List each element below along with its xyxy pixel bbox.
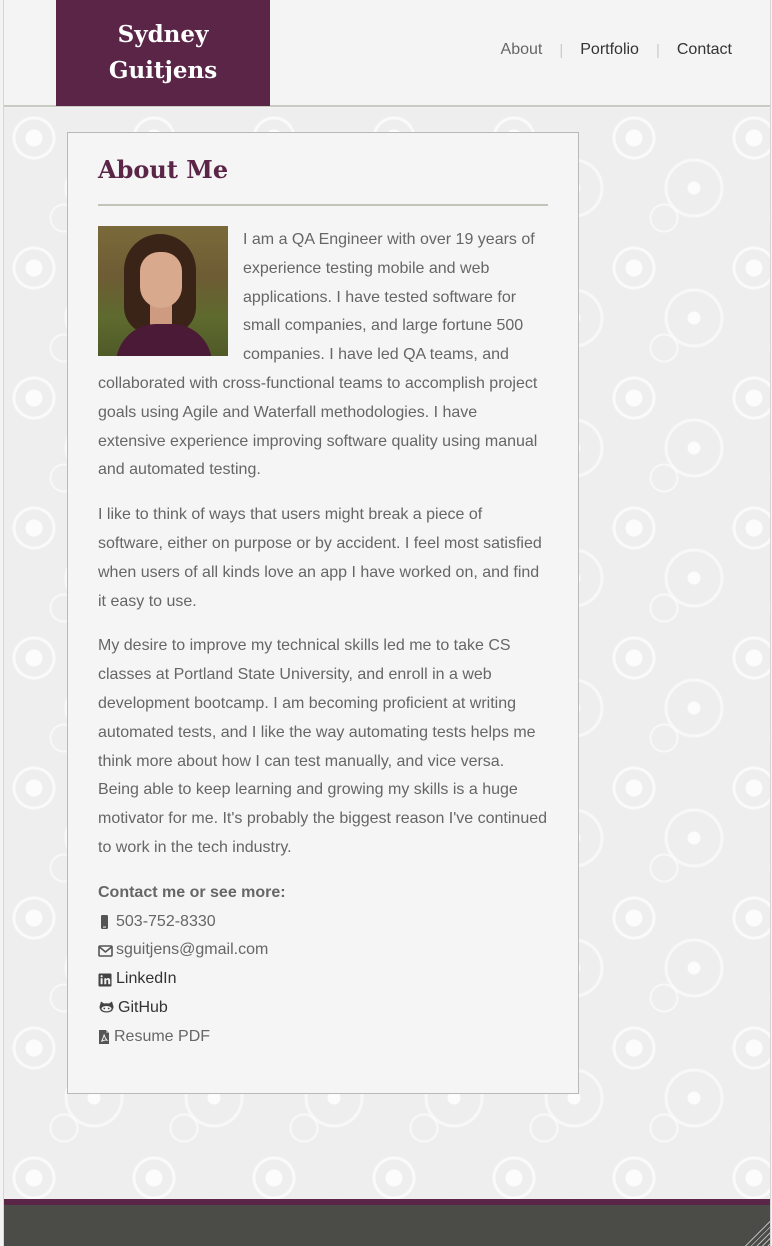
contact-github[interactable] [98, 994, 548, 1023]
site-footer [4, 1199, 770, 1246]
contact-linkedin-text: LinkedIn [116, 970, 177, 988]
mobile-phone-icon [98, 914, 113, 930]
github-icon [98, 1000, 115, 1016]
contact-linkedin[interactable] [98, 965, 548, 994]
contact-list [98, 908, 548, 1052]
nav-separator: | [559, 41, 564, 59]
profile-photo [98, 226, 228, 356]
about-paragraph-1 [98, 226, 548, 485]
site-logo[interactable] [56, 0, 270, 106]
contact-resume[interactable] [98, 1023, 548, 1052]
contact-email[interactable] [98, 936, 548, 965]
main-nav [501, 41, 732, 59]
nav-portfolio-link[interactable]: Portfolio [580, 41, 639, 58]
contact-phone[interactable] [98, 908, 548, 937]
envelope-icon [98, 943, 113, 959]
nav-about-link[interactable]: About [500, 41, 543, 58]
nav-separator: | [655, 41, 660, 59]
about-paragraph-2: I like to think of ways that users might break a piece of software, either on purpose or by accident. I feel most satisfied when users of all kinds love an app I have worked on, and find it easy to use. [98, 506, 542, 610]
contact-phone-text: 503-752-8330 [116, 912, 216, 930]
logo-first-name: Sydney [117, 21, 209, 48]
contact-resume-text: Resume PDF [114, 1027, 211, 1045]
pdf-file-icon [98, 1029, 111, 1045]
contact-github-text: GitHub [118, 998, 168, 1016]
contact-email-text: sguitjens@gmail.com [116, 941, 269, 959]
linkedin-icon [98, 972, 113, 988]
about-card [67, 132, 579, 1094]
resize-grip-icon [744, 1220, 770, 1246]
about-paragraph-3: My desire to improve my technical skills led me to take CS classes at Portland State University, and enroll in a web development bootcamp. I am becoming proficient at writing automated tests, and I like the way automating tests helps me think more about how I can test manually, and vice versa. Being able to keep learning and growing my skills is a huge motivator for me. It's probably the biggest reason I've continued to work in the tech industry. [98, 637, 548, 856]
logo-last-name: Guitjens [108, 57, 218, 84]
contact-heading: Contact me or see more: [98, 883, 286, 901]
about-title: About Me [98, 155, 548, 206]
site-header [4, 0, 770, 107]
about-paragraph-1-text: I am a QA Engineer with over 19 years of experience testing mobile and web applications. I have tested software for small companies, and large fortune 500 companies. I have led QA teams, and collaborated with cross-functional teams to accomplish project goals using Agile and Waterfall methodologies. I have extensive experience improving software quality using manual and automated testing. [98, 231, 538, 479]
nav-contact-link[interactable]: Contact [676, 41, 732, 58]
